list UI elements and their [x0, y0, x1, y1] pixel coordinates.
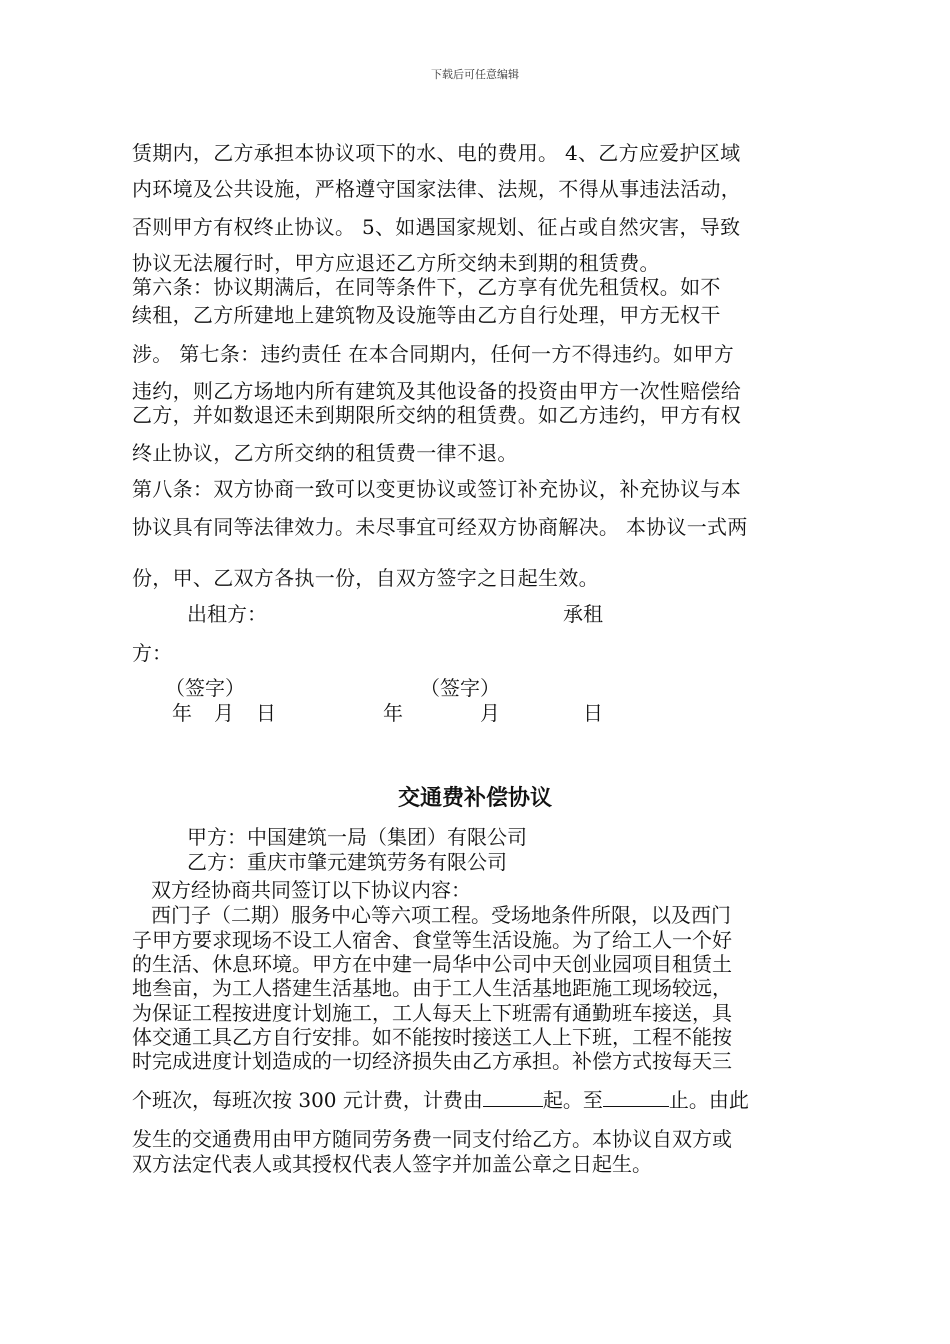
body-line: 地叁亩，为工人搭建生活基地。由于工人生活基地距施工现场较远，	[132, 976, 732, 1000]
paragraph-line: 协议具有同等法律效力。未尽事宜可经双方协商解决。 本协议一式两	[132, 515, 748, 539]
article-eight-line: 第八条：双方协商一致可以变更协议或签订补充协议，补充协议与本	[132, 477, 741, 501]
fee-text-start: 个班次，每班次按 300 元计费，计费由	[132, 1088, 483, 1112]
body-line: 子甲方要求现场不设工人宿舍、食堂等生活设施。为了给工人一个好	[132, 928, 732, 952]
body-line: 发生的交通费用由甲方随同劳务费一同支付给乙方。本协议自双方或	[132, 1127, 732, 1151]
signature-right: （签字）	[420, 676, 500, 700]
fee-line	[132, 1084, 749, 1113]
paragraph-line: 续租，乙方所建地上建筑物及设施等由乙方自行处理，甲方无权干	[132, 303, 721, 327]
agreement-title: 交通费补偿协议	[397, 786, 552, 811]
paragraph-line: 协议无法履行时，甲方应退还乙方所交纳未到期的租赁费。	[132, 251, 660, 275]
date-day-right: 日	[583, 701, 603, 725]
body-line: 为保证工程按进度计划施工，工人每天上下班需有通勤班车接送，具	[132, 1001, 732, 1025]
body-line: 的生活、休息环境。甲方在中建一局华中公司中天创业园项目租赁土	[132, 952, 732, 976]
party-b: 乙方：重庆市肇元建筑劳务有限公司	[187, 850, 507, 874]
lessee-label-continued: 方：	[132, 641, 172, 665]
paragraph-line: 终止协议，乙方所交纳的租赁费一律不退。	[132, 441, 518, 465]
date-month-right: 月	[480, 701, 500, 725]
article-six-line: 第六条：协议期满后，在同等条件下，乙方享有优先租赁权。如不	[132, 275, 721, 299]
fee-text-middle: 起。至	[542, 1088, 603, 1112]
date-year-left: 年	[172, 701, 192, 725]
body-line: 双方法定代表人或其授权代表人签字并加盖公章之日起生。	[132, 1152, 652, 1176]
page-header: 下载后可任意编辑	[431, 68, 519, 81]
fee-text-end: 止。由此	[668, 1088, 749, 1112]
lessor-label: 出租方：	[187, 602, 267, 626]
date-year-right: 年	[383, 701, 403, 725]
date-day-left: 日	[256, 701, 276, 725]
date-month-left: 月	[214, 701, 234, 725]
body-line: 西门子（二期）服务中心等六项工程。受场地条件所限，以及西门	[151, 903, 731, 927]
paragraph-line: 赁期内，乙方承担本协议项下的水、电的费用。 4、乙方应爱护区域	[132, 141, 741, 165]
intro-line: 双方经协商共同签订以下协议内容：	[151, 878, 471, 902]
start-date-blank	[483, 1086, 543, 1107]
paragraph-line: 内环境及公共设施，严格遵守国家法律、法规，不得从事违法活动，	[132, 177, 741, 201]
lessee-label: 承租	[563, 602, 603, 626]
paragraph-line: 乙方，并如数退还未到期限所交纳的租赁费。如乙方违约，甲方有权	[132, 403, 741, 427]
end-date-blank	[603, 1086, 669, 1107]
article-seven-line: 涉。 第七条：违约责任 在本合同期内，任何一方不得违约。如甲方	[132, 342, 735, 366]
paragraph-line: 违约，则乙方场地内所有建筑及其他设备的投资由甲方一次性赔偿给	[132, 379, 741, 403]
body-line: 体交通工具乙方自行安排。如不能按时接送工人上下班，工程不能按	[132, 1025, 732, 1049]
signature-left: （签字）	[165, 676, 245, 700]
paragraph-line: 份，甲、乙双方各执一份，自双方签字之日起生效。	[132, 566, 599, 590]
body-line: 时完成进度计划造成的一切经济损失由乙方承担。补偿方式按每天三	[132, 1049, 732, 1073]
party-a: 甲方：中国建筑一局（集团）有限公司	[187, 825, 527, 849]
paragraph-line: 否则甲方有权终止协议。 5、如遇国家规划、征占或自然灾害，导致	[132, 215, 741, 239]
